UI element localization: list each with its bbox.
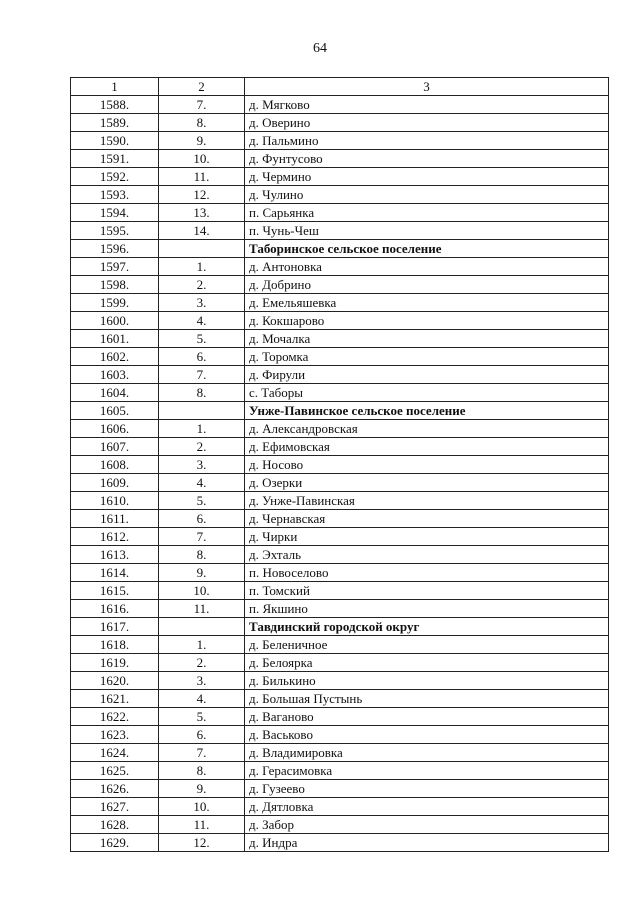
settlement-name-cell: д. Чулино	[245, 186, 609, 204]
row-number-cell: 1588.	[71, 96, 159, 114]
settlement-name-cell: д. Владимировка	[245, 744, 609, 762]
row-sub-number-cell	[159, 240, 245, 258]
row-sub-number-cell: 3.	[159, 456, 245, 474]
row-sub-number-cell: 3.	[159, 672, 245, 690]
row-number-cell: 1592.	[71, 168, 159, 186]
settlement-name-cell: д. Чермино	[245, 168, 609, 186]
table-row	[71, 366, 609, 384]
row-number-cell: 1618.	[71, 636, 159, 654]
row-number-cell: 1601.	[71, 330, 159, 348]
row-number-cell: 1627.	[71, 798, 159, 816]
settlement-name-cell: п. Якшино	[245, 600, 609, 618]
row-sub-number-cell: 10.	[159, 798, 245, 816]
settlement-name-cell: д. Добрино	[245, 276, 609, 294]
settlement-name-cell: д. Ваганово	[245, 708, 609, 726]
settlement-name-cell: д. Антоновка	[245, 258, 609, 276]
row-number-cell: 1629.	[71, 834, 159, 852]
settlement-name-cell: д. Дятловка	[245, 798, 609, 816]
column-header-sub-number: 2	[159, 78, 245, 96]
section-row	[71, 240, 609, 258]
settlement-name-cell: д. Носово	[245, 456, 609, 474]
table-row	[71, 114, 609, 132]
settlement-name-cell: д. Озерки	[245, 474, 609, 492]
settlement-name-cell: д. Эхталь	[245, 546, 609, 564]
table-row	[71, 528, 609, 546]
row-sub-number-cell: 6.	[159, 510, 245, 528]
table-row	[71, 456, 609, 474]
row-sub-number-cell: 8.	[159, 762, 245, 780]
table-row	[71, 708, 609, 726]
settlement-name-cell: п. Чунь-Чеш	[245, 222, 609, 240]
settlement-name-cell: д. Гузеево	[245, 780, 609, 798]
row-sub-number-cell: 12.	[159, 186, 245, 204]
settlement-name-cell: д. Васьково	[245, 726, 609, 744]
row-sub-number-cell: 6.	[159, 348, 245, 366]
row-number-cell: 1595.	[71, 222, 159, 240]
settlement-name-cell: с. Таборы	[245, 384, 609, 402]
row-number-cell: 1619.	[71, 654, 159, 672]
table-row	[71, 600, 609, 618]
row-sub-number-cell: 9.	[159, 564, 245, 582]
table-row	[71, 294, 609, 312]
table-row	[71, 654, 609, 672]
row-sub-number-cell: 6.	[159, 726, 245, 744]
settlement-name-cell: д. Беленичное	[245, 636, 609, 654]
settlement-name-cell: п. Новоселово	[245, 564, 609, 582]
row-number-cell: 1614.	[71, 564, 159, 582]
row-sub-number-cell: 5.	[159, 708, 245, 726]
row-number-cell: 1620.	[71, 672, 159, 690]
row-number-cell: 1598.	[71, 276, 159, 294]
row-sub-number-cell: 4.	[159, 312, 245, 330]
table-row	[71, 564, 609, 582]
table-row	[71, 420, 609, 438]
table-row	[71, 762, 609, 780]
row-sub-number-cell: 1.	[159, 258, 245, 276]
table-row	[71, 168, 609, 186]
table-row	[71, 816, 609, 834]
row-number-cell: 1621.	[71, 690, 159, 708]
row-sub-number-cell: 2.	[159, 438, 245, 456]
row-sub-number-cell: 10.	[159, 582, 245, 600]
table-row	[71, 204, 609, 222]
settlement-name-cell: д. Фирули	[245, 366, 609, 384]
row-sub-number-cell: 5.	[159, 492, 245, 510]
row-number-cell: 1622.	[71, 708, 159, 726]
row-sub-number-cell: 5.	[159, 330, 245, 348]
section-title-cell: Унже-Павинское сельское поселение	[245, 402, 609, 420]
row-sub-number-cell: 8.	[159, 384, 245, 402]
row-number-cell: 1603.	[71, 366, 159, 384]
row-number-cell: 1589.	[71, 114, 159, 132]
row-number-cell: 1600.	[71, 312, 159, 330]
table-row	[71, 492, 609, 510]
row-number-cell: 1602.	[71, 348, 159, 366]
row-sub-number-cell: 11.	[159, 816, 245, 834]
table-row	[71, 330, 609, 348]
table-row	[71, 96, 609, 114]
table-body	[71, 96, 609, 852]
row-sub-number-cell: 8.	[159, 546, 245, 564]
row-sub-number-cell: 11.	[159, 168, 245, 186]
table-row	[71, 348, 609, 366]
row-number-cell: 1612.	[71, 528, 159, 546]
row-sub-number-cell: 11.	[159, 600, 245, 618]
row-number-cell: 1616.	[71, 600, 159, 618]
section-row	[71, 402, 609, 420]
row-sub-number-cell: 10.	[159, 150, 245, 168]
row-number-cell: 1590.	[71, 132, 159, 150]
settlement-name-cell: д. Большая Пустынь	[245, 690, 609, 708]
table-row	[71, 438, 609, 456]
row-sub-number-cell: 1.	[159, 636, 245, 654]
settlement-name-cell: д. Индра	[245, 834, 609, 852]
row-number-cell: 1599.	[71, 294, 159, 312]
row-sub-number-cell: 7.	[159, 744, 245, 762]
page-number: 64	[313, 41, 327, 56]
table-row	[71, 744, 609, 762]
row-number-cell: 1610.	[71, 492, 159, 510]
table-row	[71, 312, 609, 330]
row-sub-number-cell	[159, 618, 245, 636]
table-row	[71, 834, 609, 852]
table-row	[71, 258, 609, 276]
settlement-name-cell: д. Фунтусово	[245, 150, 609, 168]
row-number-cell: 1628.	[71, 816, 159, 834]
table-header-row	[71, 78, 609, 96]
table-row	[71, 222, 609, 240]
row-number-cell: 1596.	[71, 240, 159, 258]
row-number-cell: 1611.	[71, 510, 159, 528]
table-row	[71, 546, 609, 564]
settlement-name-cell: д. Ефимовская	[245, 438, 609, 456]
row-sub-number-cell: 2.	[159, 276, 245, 294]
row-number-cell: 1626.	[71, 780, 159, 798]
section-title-cell: Таборинское сельское поселение	[245, 240, 609, 258]
row-sub-number-cell: 7.	[159, 96, 245, 114]
settlement-name-cell: п. Томский	[245, 582, 609, 600]
table-row	[71, 510, 609, 528]
settlement-name-cell: д. Белоярка	[245, 654, 609, 672]
row-number-cell: 1615.	[71, 582, 159, 600]
row-number-cell: 1597.	[71, 258, 159, 276]
column-header-number: 1	[71, 78, 159, 96]
row-sub-number-cell: 12.	[159, 834, 245, 852]
row-number-cell: 1594.	[71, 204, 159, 222]
row-sub-number-cell: 1.	[159, 420, 245, 438]
table-row	[71, 384, 609, 402]
row-sub-number-cell	[159, 402, 245, 420]
row-number-cell: 1608.	[71, 456, 159, 474]
table-row	[71, 672, 609, 690]
row-sub-number-cell: 13.	[159, 204, 245, 222]
section-row	[71, 618, 609, 636]
table-row	[71, 150, 609, 168]
settlement-name-cell: д. Александровская	[245, 420, 609, 438]
section-title-cell: Тавдинский городской округ	[245, 618, 609, 636]
settlement-name-cell: д. Торомка	[245, 348, 609, 366]
settlement-name-cell: д. Унже-Павинская	[245, 492, 609, 510]
settlement-name-cell: д. Чернавская	[245, 510, 609, 528]
settlement-name-cell: д. Забор	[245, 816, 609, 834]
table-row	[71, 636, 609, 654]
row-number-cell: 1593.	[71, 186, 159, 204]
row-sub-number-cell: 9.	[159, 132, 245, 150]
row-sub-number-cell: 14.	[159, 222, 245, 240]
settlement-name-cell: д. Чирки	[245, 528, 609, 546]
row-number-cell: 1607.	[71, 438, 159, 456]
row-sub-number-cell: 4.	[159, 690, 245, 708]
row-sub-number-cell: 9.	[159, 780, 245, 798]
row-number-cell: 1609.	[71, 474, 159, 492]
table-row	[71, 276, 609, 294]
row-number-cell: 1606.	[71, 420, 159, 438]
row-number-cell: 1624.	[71, 744, 159, 762]
settlement-name-cell: д. Мочалка	[245, 330, 609, 348]
table-row	[71, 474, 609, 492]
column-header-name: 3	[245, 78, 609, 96]
row-number-cell: 1604.	[71, 384, 159, 402]
settlement-name-cell: д. Билькино	[245, 672, 609, 690]
row-sub-number-cell: 3.	[159, 294, 245, 312]
row-sub-number-cell: 8.	[159, 114, 245, 132]
row-sub-number-cell: 4.	[159, 474, 245, 492]
row-sub-number-cell: 7.	[159, 366, 245, 384]
row-number-cell: 1605.	[71, 402, 159, 420]
settlement-name-cell: д. Мягково	[245, 96, 609, 114]
table-row	[71, 726, 609, 744]
settlement-name-cell: п. Сарьянка	[245, 204, 609, 222]
table-row	[71, 582, 609, 600]
settlement-name-cell: д. Оверино	[245, 114, 609, 132]
table-row	[71, 186, 609, 204]
table-row	[71, 780, 609, 798]
table-row	[71, 132, 609, 150]
settlement-name-cell: д. Герасимовка	[245, 762, 609, 780]
settlement-name-cell: д. Пальмино	[245, 132, 609, 150]
settlements-table	[70, 77, 609, 852]
row-sub-number-cell: 7.	[159, 528, 245, 546]
table-row	[71, 798, 609, 816]
row-number-cell: 1613.	[71, 546, 159, 564]
table-row	[71, 690, 609, 708]
row-number-cell: 1623.	[71, 726, 159, 744]
row-number-cell: 1617.	[71, 618, 159, 636]
settlement-name-cell: д. Кокшарово	[245, 312, 609, 330]
settlement-name-cell: д. Емельяшевка	[245, 294, 609, 312]
row-number-cell: 1625.	[71, 762, 159, 780]
row-number-cell: 1591.	[71, 150, 159, 168]
row-sub-number-cell: 2.	[159, 654, 245, 672]
